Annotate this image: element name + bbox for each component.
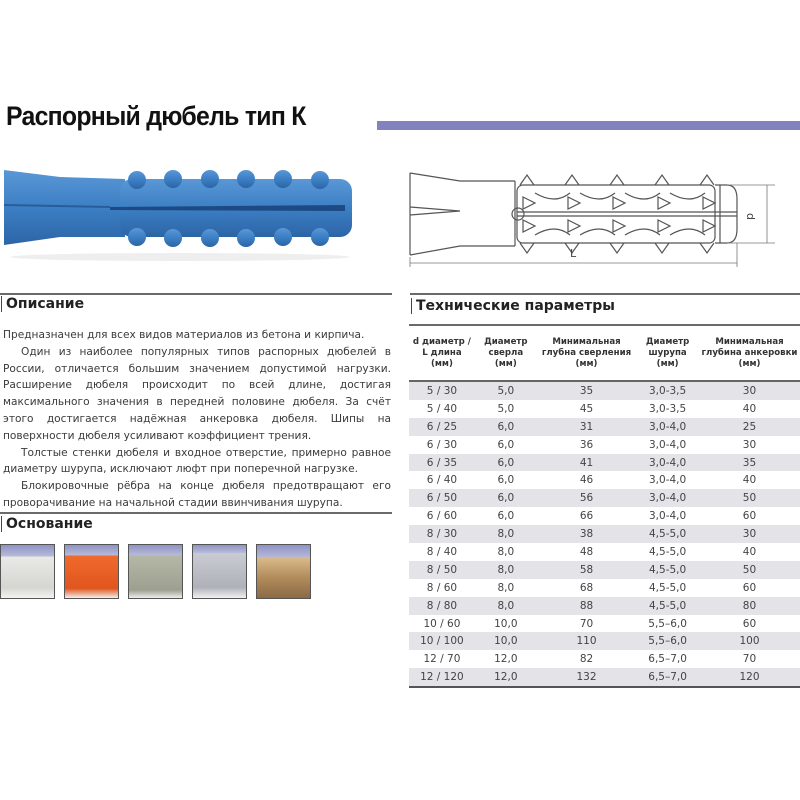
table-row — [409, 471, 800, 489]
cell-screw-diameter: 5,5–6,0 — [636, 632, 699, 650]
cell-drill-depth: 88 — [537, 597, 636, 615]
base-heading: Основание — [1, 516, 93, 532]
cell-drill-diameter: 5,0 — [497, 402, 515, 415]
cell-size: 6 / 60 — [426, 510, 458, 523]
cell-size: 12 / 70 — [423, 653, 461, 666]
cell-anchor-depth: 60 — [742, 581, 757, 594]
col-header-drill-diameter: Диаметр сверла (мм) — [475, 326, 537, 381]
cell-size: 5 / 30 — [409, 381, 475, 400]
cell-drill-depth: 45 — [579, 402, 594, 415]
cell-size: 10 / 60 — [423, 617, 461, 630]
cell-screw-diameter: 3,0-4,0 — [636, 489, 699, 507]
cell-drill-depth: 38 — [537, 525, 636, 543]
cell-drill-depth: 110 — [537, 632, 636, 650]
cell-anchor-depth: 40 — [742, 474, 757, 487]
title-accent-bar — [377, 121, 800, 130]
cell-size: 8 / 30 — [409, 525, 475, 543]
table-row — [409, 507, 800, 525]
table-row — [409, 632, 800, 650]
specs-header-row — [409, 326, 800, 381]
cell-drill-diameter: 6,0 — [475, 489, 537, 507]
cell-size: 12 / 120 — [409, 668, 475, 687]
table-row — [409, 579, 800, 597]
cell-drill-diameter: 10,0 — [494, 617, 518, 630]
cell-drill-depth: 56 — [537, 489, 636, 507]
cell-drill-depth: 68 — [579, 581, 594, 594]
table-row — [409, 650, 800, 668]
base-rule — [0, 512, 392, 514]
cell-drill-diameter: 6,0 — [497, 474, 515, 487]
cell-drill-depth: 36 — [579, 438, 594, 451]
cell-screw-diameter: 4,5-5,0 — [649, 581, 687, 594]
material-natural-stone — [256, 544, 311, 599]
cell-screw-diameter: 3,0-4,0 — [649, 474, 687, 487]
description-paragraph: Предназначен для всех видов материалов из бетона и кирпича. — [3, 329, 365, 341]
cell-size: 5 / 40 — [426, 402, 458, 415]
cell-drill-diameter: 8,0 — [475, 525, 537, 543]
cell-anchor-depth: 60 — [742, 617, 757, 630]
cell-size: 10 / 100 — [409, 632, 475, 650]
description-rule — [0, 293, 392, 295]
cell-anchor-depth: 30 — [699, 381, 800, 400]
cell-anchor-depth: 35 — [699, 454, 800, 472]
cell-screw-diameter: 6,5–7,0 — [648, 653, 687, 666]
table-row — [409, 615, 800, 633]
table-row — [409, 400, 800, 418]
cell-size: 8 / 50 — [409, 561, 475, 579]
cell-drill-depth: 70 — [579, 617, 594, 630]
length-label: L — [570, 247, 577, 260]
cell-screw-diameter: 4,5-5,0 — [636, 525, 699, 543]
table-row — [409, 489, 800, 507]
cell-screw-diameter: 3,0-3,5 — [636, 381, 699, 400]
col-header-screw-diameter: Диаметр шурупа (мм) — [636, 326, 699, 381]
cell-size: 6 / 40 — [426, 474, 458, 487]
table-row — [409, 597, 800, 615]
cell-drill-diameter: 6,0 — [475, 418, 537, 436]
dowel-photo — [0, 165, 360, 265]
description-text — [3, 327, 391, 512]
cell-drill-depth: 31 — [537, 418, 636, 436]
cell-screw-diameter: 3,0-4,0 — [636, 418, 699, 436]
base-materials — [0, 544, 311, 599]
cell-screw-diameter: 3,0-4,0 — [649, 438, 687, 451]
cell-drill-depth: 66 — [579, 510, 594, 523]
cell-drill-diameter: 8,0 — [475, 561, 537, 579]
cell-size: 8 / 60 — [426, 581, 458, 594]
cell-size: 6 / 25 — [409, 418, 475, 436]
col-header-drill-depth: Минимальная глубна сверления (мм) — [537, 326, 636, 381]
cell-anchor-depth: 50 — [699, 561, 800, 579]
cell-size: 6 / 50 — [409, 489, 475, 507]
cell-anchor-depth: 80 — [699, 597, 800, 615]
specs-heading: Технические параметры — [411, 298, 615, 314]
cell-anchor-depth: 40 — [742, 402, 757, 415]
cell-drill-diameter: 6,0 — [497, 510, 515, 523]
col-header-anchor-depth: Минимальная глубина анкеровки (мм) — [699, 326, 800, 381]
cell-drill-diameter: 8,0 — [475, 597, 537, 615]
cell-screw-diameter: 4,5-5,0 — [636, 597, 699, 615]
cell-anchor-depth: 60 — [742, 510, 757, 523]
cell-drill-depth: 82 — [579, 653, 594, 666]
cell-anchor-depth: 120 — [699, 668, 800, 687]
cell-drill-diameter: 12,0 — [494, 653, 518, 666]
cell-drill-depth: 35 — [537, 381, 636, 400]
cell-drill-depth: 46 — [579, 474, 594, 487]
cell-size: 8 / 80 — [409, 597, 475, 615]
page-title: Распорный дюбель тип К — [6, 101, 306, 131]
cell-screw-diameter: 3,0-4,0 — [649, 510, 687, 523]
table-row — [409, 418, 800, 436]
specs-table — [409, 326, 800, 688]
cell-drill-diameter: 5,0 — [475, 381, 537, 400]
cell-drill-diameter: 6,0 — [497, 438, 515, 451]
table-row — [409, 543, 800, 561]
material-concrete — [128, 544, 183, 599]
cell-screw-diameter: 3,0-4,0 — [636, 454, 699, 472]
cell-anchor-depth: 40 — [742, 545, 757, 558]
cell-size: 6 / 35 — [409, 454, 475, 472]
table-row — [409, 436, 800, 454]
material-aerated-concrete — [0, 544, 55, 599]
cell-screw-diameter: 3,0-3,5 — [649, 402, 687, 415]
cell-drill-depth: 48 — [579, 545, 594, 558]
table-row — [409, 668, 800, 687]
cell-drill-depth: 58 — [537, 561, 636, 579]
technical-drawing — [405, 165, 800, 275]
cell-anchor-depth: 50 — [699, 489, 800, 507]
cell-drill-depth: 41 — [537, 454, 636, 472]
cell-anchor-depth: 70 — [742, 653, 757, 666]
cell-anchor-depth: 25 — [699, 418, 800, 436]
cell-drill-diameter: 8,0 — [497, 545, 515, 558]
cell-screw-diameter: 5,5–6,0 — [648, 617, 687, 630]
cell-screw-diameter: 4,5-5,0 — [636, 561, 699, 579]
material-gray-block — [192, 544, 247, 599]
cell-drill-diameter: 12,0 — [475, 668, 537, 687]
cell-drill-diameter: 10,0 — [475, 632, 537, 650]
cell-screw-diameter: 6,5–7,0 — [636, 668, 699, 687]
cell-size: 8 / 40 — [426, 545, 458, 558]
cell-drill-diameter: 6,0 — [475, 454, 537, 472]
cell-anchor-depth: 100 — [699, 632, 800, 650]
cell-drill-diameter: 8,0 — [497, 581, 515, 594]
cell-screw-diameter: 4,5-5,0 — [649, 545, 687, 558]
cell-anchor-depth: 30 — [699, 525, 800, 543]
cell-drill-depth: 132 — [537, 668, 636, 687]
table-row — [409, 561, 800, 579]
description-heading: Описание — [1, 296, 84, 312]
col-header-size: d диаметр / L длина (мм) — [409, 326, 475, 381]
description-paragraph: Блокировочные рёбра на конце дюбеля предотвращают его проворачивание на начальной стадии ввинчивания шурупа. — [3, 480, 391, 509]
table-row — [409, 525, 800, 543]
cell-size: 6 / 30 — [426, 438, 458, 451]
cell-anchor-depth: 30 — [742, 438, 757, 451]
description-paragraph: Толстые стенки дюбеля и входное отверстие, примерно равное диаметру шурупа, исключают люфт при поперечной нагрузке. — [3, 446, 391, 476]
table-row — [409, 381, 800, 400]
specs-rule-top — [410, 293, 800, 295]
diameter-label: d — [744, 213, 757, 220]
table-row — [409, 454, 800, 472]
material-red-brick — [64, 544, 119, 599]
specs-body — [409, 381, 800, 687]
description-paragraph: Один из наиболее популярных типов распорных дюбелей в России, отличается большим значением допустимой нагрузки. Расширение дюбеля происходит по всей длине, достигая максимального значения в передней половине дюбеля. За счёт этого достигается надёжная анкеровка дюбеля. Шипы на поверхности дюбеля усиливают коэффициент трения. — [3, 345, 391, 442]
